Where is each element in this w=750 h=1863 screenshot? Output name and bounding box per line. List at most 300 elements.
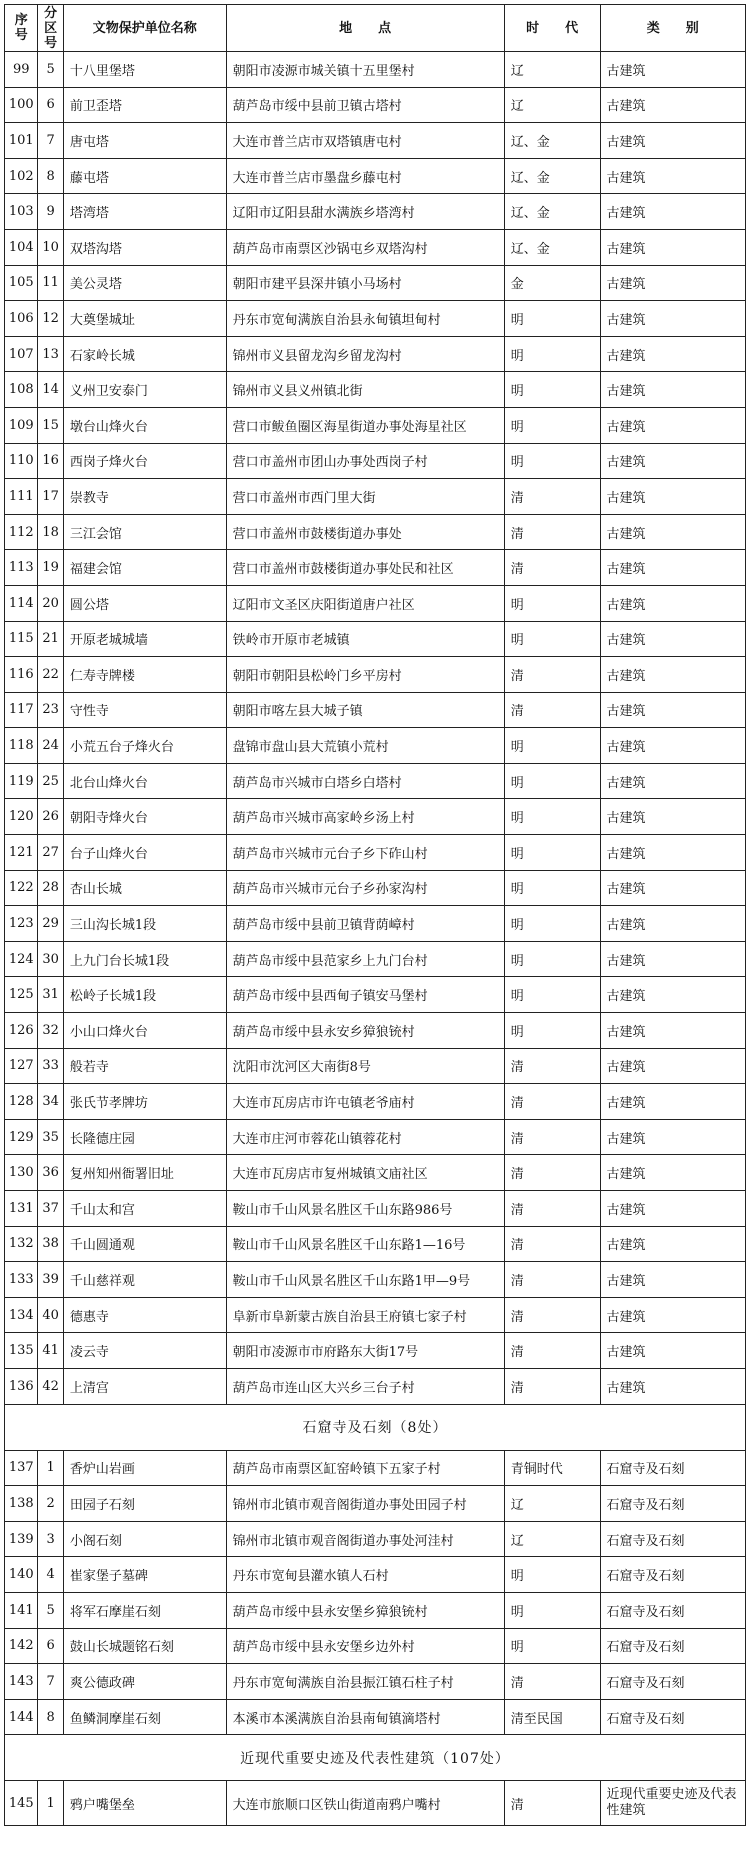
cell-era: 明 xyxy=(504,407,600,443)
cell-category: 古建筑 xyxy=(600,1368,745,1404)
cell-seq: 122 xyxy=(5,870,38,906)
section-stone-carvings xyxy=(5,1404,746,1450)
cell-location: 葫芦岛市绥中县永安堡乡边外村 xyxy=(226,1628,504,1664)
section-modern-sites xyxy=(5,1735,746,1781)
cell-name: 小山口烽火台 xyxy=(63,1013,226,1049)
table-row xyxy=(5,1048,746,1084)
cell-sub: 13 xyxy=(38,336,63,372)
cell-era: 清 xyxy=(504,1226,600,1262)
cell-category: 石窟寺及石刻 xyxy=(600,1664,745,1700)
cell-era: 金 xyxy=(504,265,600,301)
cell-seq: 143 xyxy=(5,1664,38,1700)
cell-name: 田园子石刻 xyxy=(63,1486,226,1522)
table-row xyxy=(5,1664,746,1700)
header-seq: 序号 xyxy=(5,5,38,52)
cell-category: 古建筑 xyxy=(600,799,745,835)
cell-name: 香炉山岩画 xyxy=(63,1450,226,1486)
cell-seq: 140 xyxy=(5,1557,38,1593)
cell-name: 义州卫安泰门 xyxy=(63,372,226,408)
cell-seq: 106 xyxy=(5,301,38,337)
cell-seq: 115 xyxy=(5,621,38,657)
cell-sub: 35 xyxy=(38,1119,63,1155)
cell-name: 墩台山烽火台 xyxy=(63,407,226,443)
cell-category: 古建筑 xyxy=(600,728,745,764)
cell-category: 古建筑 xyxy=(600,123,745,159)
cell-category: 石窟寺及石刻 xyxy=(600,1450,745,1486)
cell-sub: 29 xyxy=(38,906,63,942)
cell-era: 清 xyxy=(504,1155,600,1191)
table-row xyxy=(5,763,746,799)
cell-sub: 26 xyxy=(38,799,63,835)
cell-category: 古建筑 xyxy=(600,1013,745,1049)
cell-category: 石窟寺及石刻 xyxy=(600,1557,745,1593)
heritage-table xyxy=(4,4,746,1826)
cell-location: 沈阳市沈河区大南街8号 xyxy=(226,1048,504,1084)
table-row xyxy=(5,123,746,159)
cell-sub: 40 xyxy=(38,1297,63,1333)
cell-location: 葫芦岛市南票区缸窑岭镇下五家子村 xyxy=(226,1450,504,1486)
cell-category: 古建筑 xyxy=(600,1226,745,1262)
table-row xyxy=(5,158,746,194)
cell-location: 大连市庄河市蓉花山镇蓉花村 xyxy=(226,1119,504,1155)
cell-seq: 125 xyxy=(5,977,38,1013)
cell-category: 古建筑 xyxy=(600,265,745,301)
cell-name: 开原老城城墙 xyxy=(63,621,226,657)
cell-era: 明 xyxy=(504,1592,600,1628)
cell-era: 清 xyxy=(504,1664,600,1700)
cell-sub: 27 xyxy=(38,835,63,871)
cell-seq: 108 xyxy=(5,372,38,408)
cell-era: 清 xyxy=(504,1191,600,1227)
cell-category: 古建筑 xyxy=(600,906,745,942)
table-row xyxy=(5,229,746,265)
cell-location: 锦州市义县留龙沟乡留龙沟村 xyxy=(226,336,504,372)
cell-location: 葫芦岛市绥中县西甸子镇安马堡村 xyxy=(226,977,504,1013)
cell-name: 塔湾塔 xyxy=(63,194,226,230)
cell-location: 营口市盖州市西门里大街 xyxy=(226,479,504,515)
cell-category: 古建筑 xyxy=(600,550,745,586)
cell-category: 古建筑 xyxy=(600,621,745,657)
cell-sub: 2 xyxy=(38,1486,63,1522)
cell-category: 古建筑 xyxy=(600,1333,745,1369)
cell-sub: 1 xyxy=(38,1781,63,1826)
cell-seq: 137 xyxy=(5,1450,38,1486)
cell-name: 美公灵塔 xyxy=(63,265,226,301)
table-row xyxy=(5,799,746,835)
table-row xyxy=(5,870,746,906)
cell-location: 大连市瓦房店市复州城镇文庙社区 xyxy=(226,1155,504,1191)
cell-category: 古建筑 xyxy=(600,514,745,550)
cell-name: 大奠堡城址 xyxy=(63,301,226,337)
cell-sub: 25 xyxy=(38,763,63,799)
cell-seq: 132 xyxy=(5,1226,38,1262)
cell-seq: 107 xyxy=(5,336,38,372)
table-row xyxy=(5,692,746,728)
table-row xyxy=(5,657,746,693)
table-row xyxy=(5,550,746,586)
cell-sub: 21 xyxy=(38,621,63,657)
cell-era: 明 xyxy=(504,1557,600,1593)
cell-location: 阜新市阜新蒙古族自治县王府镇七家子村 xyxy=(226,1297,504,1333)
cell-location: 铁岭市开原市老城镇 xyxy=(226,621,504,657)
cell-era: 明 xyxy=(504,443,600,479)
block-modern-sites xyxy=(5,1781,746,1826)
cell-seq: 124 xyxy=(5,941,38,977)
cell-seq: 116 xyxy=(5,657,38,693)
table-row xyxy=(5,194,746,230)
table-row xyxy=(5,372,746,408)
cell-category: 石窟寺及石刻 xyxy=(600,1592,745,1628)
block-stone-carvings xyxy=(5,1450,746,1735)
cell-name: 将军石摩崖石刻 xyxy=(63,1592,226,1628)
cell-sub: 17 xyxy=(38,479,63,515)
cell-seq: 105 xyxy=(5,265,38,301)
cell-era: 清 xyxy=(504,1781,600,1826)
cell-era: 清 xyxy=(504,1119,600,1155)
header-category: 类 别 xyxy=(600,5,745,52)
cell-name: 长隆德庄园 xyxy=(63,1119,226,1155)
cell-category: 石窟寺及石刻 xyxy=(600,1486,745,1522)
cell-location: 大连市瓦房店市许屯镇老爷庙村 xyxy=(226,1084,504,1120)
cell-location: 锦州市义县义州镇北街 xyxy=(226,372,504,408)
cell-name: 圆公塔 xyxy=(63,585,226,621)
cell-name: 前卫歪塔 xyxy=(63,87,226,123)
cell-name: 鸦户嘴堡垒 xyxy=(63,1781,226,1826)
cell-category: 古建筑 xyxy=(600,692,745,728)
cell-name: 十八里堡塔 xyxy=(63,52,226,88)
table-row xyxy=(5,265,746,301)
cell-location: 辽阳市文圣区庆阳街道唐户社区 xyxy=(226,585,504,621)
cell-seq: 114 xyxy=(5,585,38,621)
cell-name: 千山圆通观 xyxy=(63,1226,226,1262)
cell-seq: 144 xyxy=(5,1699,38,1735)
cell-seq: 138 xyxy=(5,1486,38,1522)
cell-era: 明 xyxy=(504,372,600,408)
cell-era: 清 xyxy=(504,692,600,728)
cell-era: 辽、金 xyxy=(504,123,600,159)
cell-seq: 117 xyxy=(5,692,38,728)
table-row xyxy=(5,1628,746,1664)
cell-seq: 136 xyxy=(5,1368,38,1404)
cell-category: 古建筑 xyxy=(600,657,745,693)
cell-name: 藤屯塔 xyxy=(63,158,226,194)
cell-location: 葫芦岛市绥中县永安乡獐狼铳村 xyxy=(226,1013,504,1049)
cell-seq: 134 xyxy=(5,1297,38,1333)
cell-sub: 7 xyxy=(38,123,63,159)
cell-era: 明 xyxy=(504,870,600,906)
cell-seq: 121 xyxy=(5,835,38,871)
table-row xyxy=(5,52,746,88)
cell-sub: 5 xyxy=(38,52,63,88)
cell-location: 朝阳市凌源市市府路东大街17号 xyxy=(226,1333,504,1369)
cell-sub: 11 xyxy=(38,265,63,301)
cell-name: 崇教寺 xyxy=(63,479,226,515)
cell-era: 明 xyxy=(504,977,600,1013)
cell-category: 石窟寺及石刻 xyxy=(600,1699,745,1735)
cell-name: 千山慈祥观 xyxy=(63,1262,226,1298)
cell-era: 清 xyxy=(504,1297,600,1333)
cell-era: 明 xyxy=(504,799,600,835)
cell-location: 葫芦岛市绥中县永安堡乡獐狼铳村 xyxy=(226,1592,504,1628)
table-row xyxy=(5,1781,746,1826)
cell-era: 清至民国 xyxy=(504,1699,600,1735)
cell-category: 古建筑 xyxy=(600,1262,745,1298)
cell-location: 营口市鲅鱼圈区海星街道办事处海星社区 xyxy=(226,407,504,443)
table-row xyxy=(5,479,746,515)
cell-sub: 19 xyxy=(38,550,63,586)
block-ancient-buildings xyxy=(5,52,746,1405)
cell-era: 明 xyxy=(504,941,600,977)
cell-category: 古建筑 xyxy=(600,194,745,230)
cell-location: 营口市盖州市鼓楼街道办事处民和社区 xyxy=(226,550,504,586)
cell-category: 古建筑 xyxy=(600,87,745,123)
cell-era: 青铜时代 xyxy=(504,1450,600,1486)
cell-category: 古建筑 xyxy=(600,372,745,408)
cell-era: 清 xyxy=(504,479,600,515)
cell-era: 明 xyxy=(504,621,600,657)
header-row xyxy=(5,5,746,52)
cell-name: 德惠寺 xyxy=(63,1297,226,1333)
cell-category: 古建筑 xyxy=(600,1191,745,1227)
cell-location: 葫芦岛市绥中县范家乡上九门台村 xyxy=(226,941,504,977)
table-row xyxy=(5,1119,746,1155)
cell-category: 古建筑 xyxy=(600,977,745,1013)
cell-name: 般若寺 xyxy=(63,1048,226,1084)
table-row xyxy=(5,585,746,621)
cell-name: 唐屯塔 xyxy=(63,123,226,159)
cell-location: 葫芦岛市连山区大兴乡三台子村 xyxy=(226,1368,504,1404)
cell-era: 明 xyxy=(504,728,600,764)
cell-era: 明 xyxy=(504,906,600,942)
cell-name: 上清宫 xyxy=(63,1368,226,1404)
cell-name: 台子山烽火台 xyxy=(63,835,226,871)
cell-location: 朝阳市凌源市城关镇十五里堡村 xyxy=(226,52,504,88)
cell-location: 锦州市北镇市观音阁街道办事处田园子村 xyxy=(226,1486,504,1522)
cell-sub: 4 xyxy=(38,1557,63,1593)
cell-seq: 102 xyxy=(5,158,38,194)
cell-sub: 31 xyxy=(38,977,63,1013)
table-row xyxy=(5,1557,746,1593)
cell-location: 葫芦岛市绥中县前卫镇背荫嶂村 xyxy=(226,906,504,942)
cell-category: 近现代重要史迹及代表性建筑 xyxy=(600,1781,745,1826)
cell-seq: 118 xyxy=(5,728,38,764)
cell-era: 清 xyxy=(504,1048,600,1084)
header-era: 时 代 xyxy=(504,5,600,52)
cell-category: 古建筑 xyxy=(600,1297,745,1333)
header-name: 文物保护单位名称 xyxy=(63,5,226,52)
cell-category: 古建筑 xyxy=(600,835,745,871)
cell-seq: 123 xyxy=(5,906,38,942)
cell-location: 丹东市宽甸县灌水镇人石村 xyxy=(226,1557,504,1593)
cell-name: 三山沟长城1段 xyxy=(63,906,226,942)
cell-era: 辽、金 xyxy=(504,158,600,194)
table-row xyxy=(5,906,746,942)
section-title-modern: 近现代重要史迹及代表性建筑（107处） xyxy=(5,1735,746,1781)
cell-name: 朝阳寺烽火台 xyxy=(63,799,226,835)
cell-era: 辽、金 xyxy=(504,229,600,265)
cell-category: 古建筑 xyxy=(600,443,745,479)
cell-sub: 38 xyxy=(38,1226,63,1262)
cell-era: 明 xyxy=(504,336,600,372)
cell-category: 古建筑 xyxy=(600,870,745,906)
cell-seq: 139 xyxy=(5,1521,38,1557)
table-row xyxy=(5,1191,746,1227)
cell-era: 清 xyxy=(504,1333,600,1369)
cell-sub: 22 xyxy=(38,657,63,693)
table-row xyxy=(5,1699,746,1735)
cell-seq: 113 xyxy=(5,550,38,586)
cell-category: 古建筑 xyxy=(600,407,745,443)
cell-name: 爽公德政碑 xyxy=(63,1664,226,1700)
table-row xyxy=(5,514,746,550)
cell-name: 松岭子长城1段 xyxy=(63,977,226,1013)
cell-era: 清 xyxy=(504,1368,600,1404)
cell-seq: 142 xyxy=(5,1628,38,1664)
cell-category: 石窟寺及石刻 xyxy=(600,1628,745,1664)
table-row xyxy=(5,1155,746,1191)
cell-location: 营口市盖州市团山办事处西岗子村 xyxy=(226,443,504,479)
cell-name: 西岗子烽火台 xyxy=(63,443,226,479)
cell-sub: 12 xyxy=(38,301,63,337)
cell-seq: 145 xyxy=(5,1781,38,1826)
table-row xyxy=(5,443,746,479)
table-row xyxy=(5,941,746,977)
cell-location: 朝阳市喀左县大城子镇 xyxy=(226,692,504,728)
cell-seq: 126 xyxy=(5,1013,38,1049)
cell-seq: 109 xyxy=(5,407,38,443)
cell-category: 石窟寺及石刻 xyxy=(600,1521,745,1557)
cell-name: 小阁石刻 xyxy=(63,1521,226,1557)
cell-era: 辽 xyxy=(504,52,600,88)
cell-category: 古建筑 xyxy=(600,336,745,372)
cell-name: 仁寿寺牌楼 xyxy=(63,657,226,693)
cell-name: 复州知州衙署旧址 xyxy=(63,1155,226,1191)
cell-seq: 120 xyxy=(5,799,38,835)
cell-category: 古建筑 xyxy=(600,229,745,265)
cell-sub: 23 xyxy=(38,692,63,728)
cell-sub: 42 xyxy=(38,1368,63,1404)
cell-name: 福建会馆 xyxy=(63,550,226,586)
cell-location: 朝阳市朝阳县松岭门乡平房村 xyxy=(226,657,504,693)
cell-location: 鞍山市千山风景名胜区千山东路1甲—9号 xyxy=(226,1262,504,1298)
cell-seq: 111 xyxy=(5,479,38,515)
cell-name: 三江会馆 xyxy=(63,514,226,550)
table-row xyxy=(5,407,746,443)
table-row xyxy=(5,1084,746,1120)
section-header-row xyxy=(5,1735,746,1781)
cell-seq: 135 xyxy=(5,1333,38,1369)
cell-era: 明 xyxy=(504,763,600,799)
cell-location: 大连市普兰店市墨盘乡藤屯村 xyxy=(226,158,504,194)
cell-era: 辽 xyxy=(504,1486,600,1522)
cell-seq: 110 xyxy=(5,443,38,479)
cell-seq: 103 xyxy=(5,194,38,230)
cell-location: 鞍山市千山风景名胜区千山东路986号 xyxy=(226,1191,504,1227)
table-row xyxy=(5,301,746,337)
cell-location: 丹东市宽甸满族自治县振江镇石柱子村 xyxy=(226,1664,504,1700)
table-row xyxy=(5,1262,746,1298)
cell-name: 小荒五台子烽火台 xyxy=(63,728,226,764)
cell-sub: 41 xyxy=(38,1333,63,1369)
cell-name: 鱼鳞洞摩崖石刻 xyxy=(63,1699,226,1735)
cell-era: 清 xyxy=(504,514,600,550)
table-row xyxy=(5,336,746,372)
cell-seq: 128 xyxy=(5,1084,38,1120)
header-sub: 分区号 xyxy=(38,5,63,52)
cell-sub: 39 xyxy=(38,1262,63,1298)
cell-location: 朝阳市建平县深井镇小马场村 xyxy=(226,265,504,301)
cell-era: 辽 xyxy=(504,87,600,123)
cell-name: 守性寺 xyxy=(63,692,226,728)
cell-name: 杏山长城 xyxy=(63,870,226,906)
cell-sub: 34 xyxy=(38,1084,63,1120)
cell-sub: 37 xyxy=(38,1191,63,1227)
cell-sub: 28 xyxy=(38,870,63,906)
cell-sub: 9 xyxy=(38,194,63,230)
table-row xyxy=(5,1013,746,1049)
cell-location: 辽阳市辽阳县甜水满族乡塔湾村 xyxy=(226,194,504,230)
section-header-row xyxy=(5,1404,746,1450)
cell-sub: 14 xyxy=(38,372,63,408)
cell-category: 古建筑 xyxy=(600,158,745,194)
cell-sub: 16 xyxy=(38,443,63,479)
cell-seq: 131 xyxy=(5,1191,38,1227)
cell-sub: 24 xyxy=(38,728,63,764)
cell-seq: 119 xyxy=(5,763,38,799)
cell-era: 明 xyxy=(504,585,600,621)
cell-era: 明 xyxy=(504,1628,600,1664)
cell-sub: 32 xyxy=(38,1013,63,1049)
cell-era: 明 xyxy=(504,301,600,337)
cell-era: 清 xyxy=(504,1084,600,1120)
cell-name: 北台山烽火台 xyxy=(63,763,226,799)
cell-location: 盘锦市盘山县大荒镇小荒村 xyxy=(226,728,504,764)
header-location: 地 点 xyxy=(226,5,504,52)
cell-category: 古建筑 xyxy=(600,52,745,88)
cell-location: 葫芦岛市兴城市元台子乡下砟山村 xyxy=(226,835,504,871)
table-row xyxy=(5,1297,746,1333)
cell-location: 丹东市宽甸满族自治县永甸镇坦甸村 xyxy=(226,301,504,337)
cell-location: 本溪市本溪满族自治县南甸镇滴塔村 xyxy=(226,1699,504,1735)
cell-era: 明 xyxy=(504,1013,600,1049)
cell-seq: 112 xyxy=(5,514,38,550)
cell-name: 凌云寺 xyxy=(63,1333,226,1369)
cell-sub: 33 xyxy=(38,1048,63,1084)
cell-sub: 20 xyxy=(38,585,63,621)
cell-name: 千山太和宫 xyxy=(63,1191,226,1227)
table-row xyxy=(5,621,746,657)
cell-sub: 5 xyxy=(38,1592,63,1628)
cell-sub: 7 xyxy=(38,1664,63,1700)
table-row xyxy=(5,835,746,871)
table-row xyxy=(5,728,746,764)
cell-name: 崔家堡子墓碑 xyxy=(63,1557,226,1593)
cell-era: 辽、金 xyxy=(504,194,600,230)
cell-sub: 8 xyxy=(38,158,63,194)
cell-sub: 1 xyxy=(38,1450,63,1486)
cell-seq: 141 xyxy=(5,1592,38,1628)
cell-location: 葫芦岛市兴城市白塔乡白塔村 xyxy=(226,763,504,799)
cell-location: 大连市旅顺口区铁山街道南鸦户嘴村 xyxy=(226,1781,504,1826)
table-row xyxy=(5,1333,746,1369)
cell-name: 鼓山长城题铭石刻 xyxy=(63,1628,226,1664)
cell-seq: 101 xyxy=(5,123,38,159)
cell-location: 大连市普兰店市双塔镇唐屯村 xyxy=(226,123,504,159)
cell-name: 石家岭长城 xyxy=(63,336,226,372)
cell-location: 葫芦岛市绥中县前卫镇古塔村 xyxy=(226,87,504,123)
cell-name: 张氏节孝牌坊 xyxy=(63,1084,226,1120)
cell-category: 古建筑 xyxy=(600,301,745,337)
